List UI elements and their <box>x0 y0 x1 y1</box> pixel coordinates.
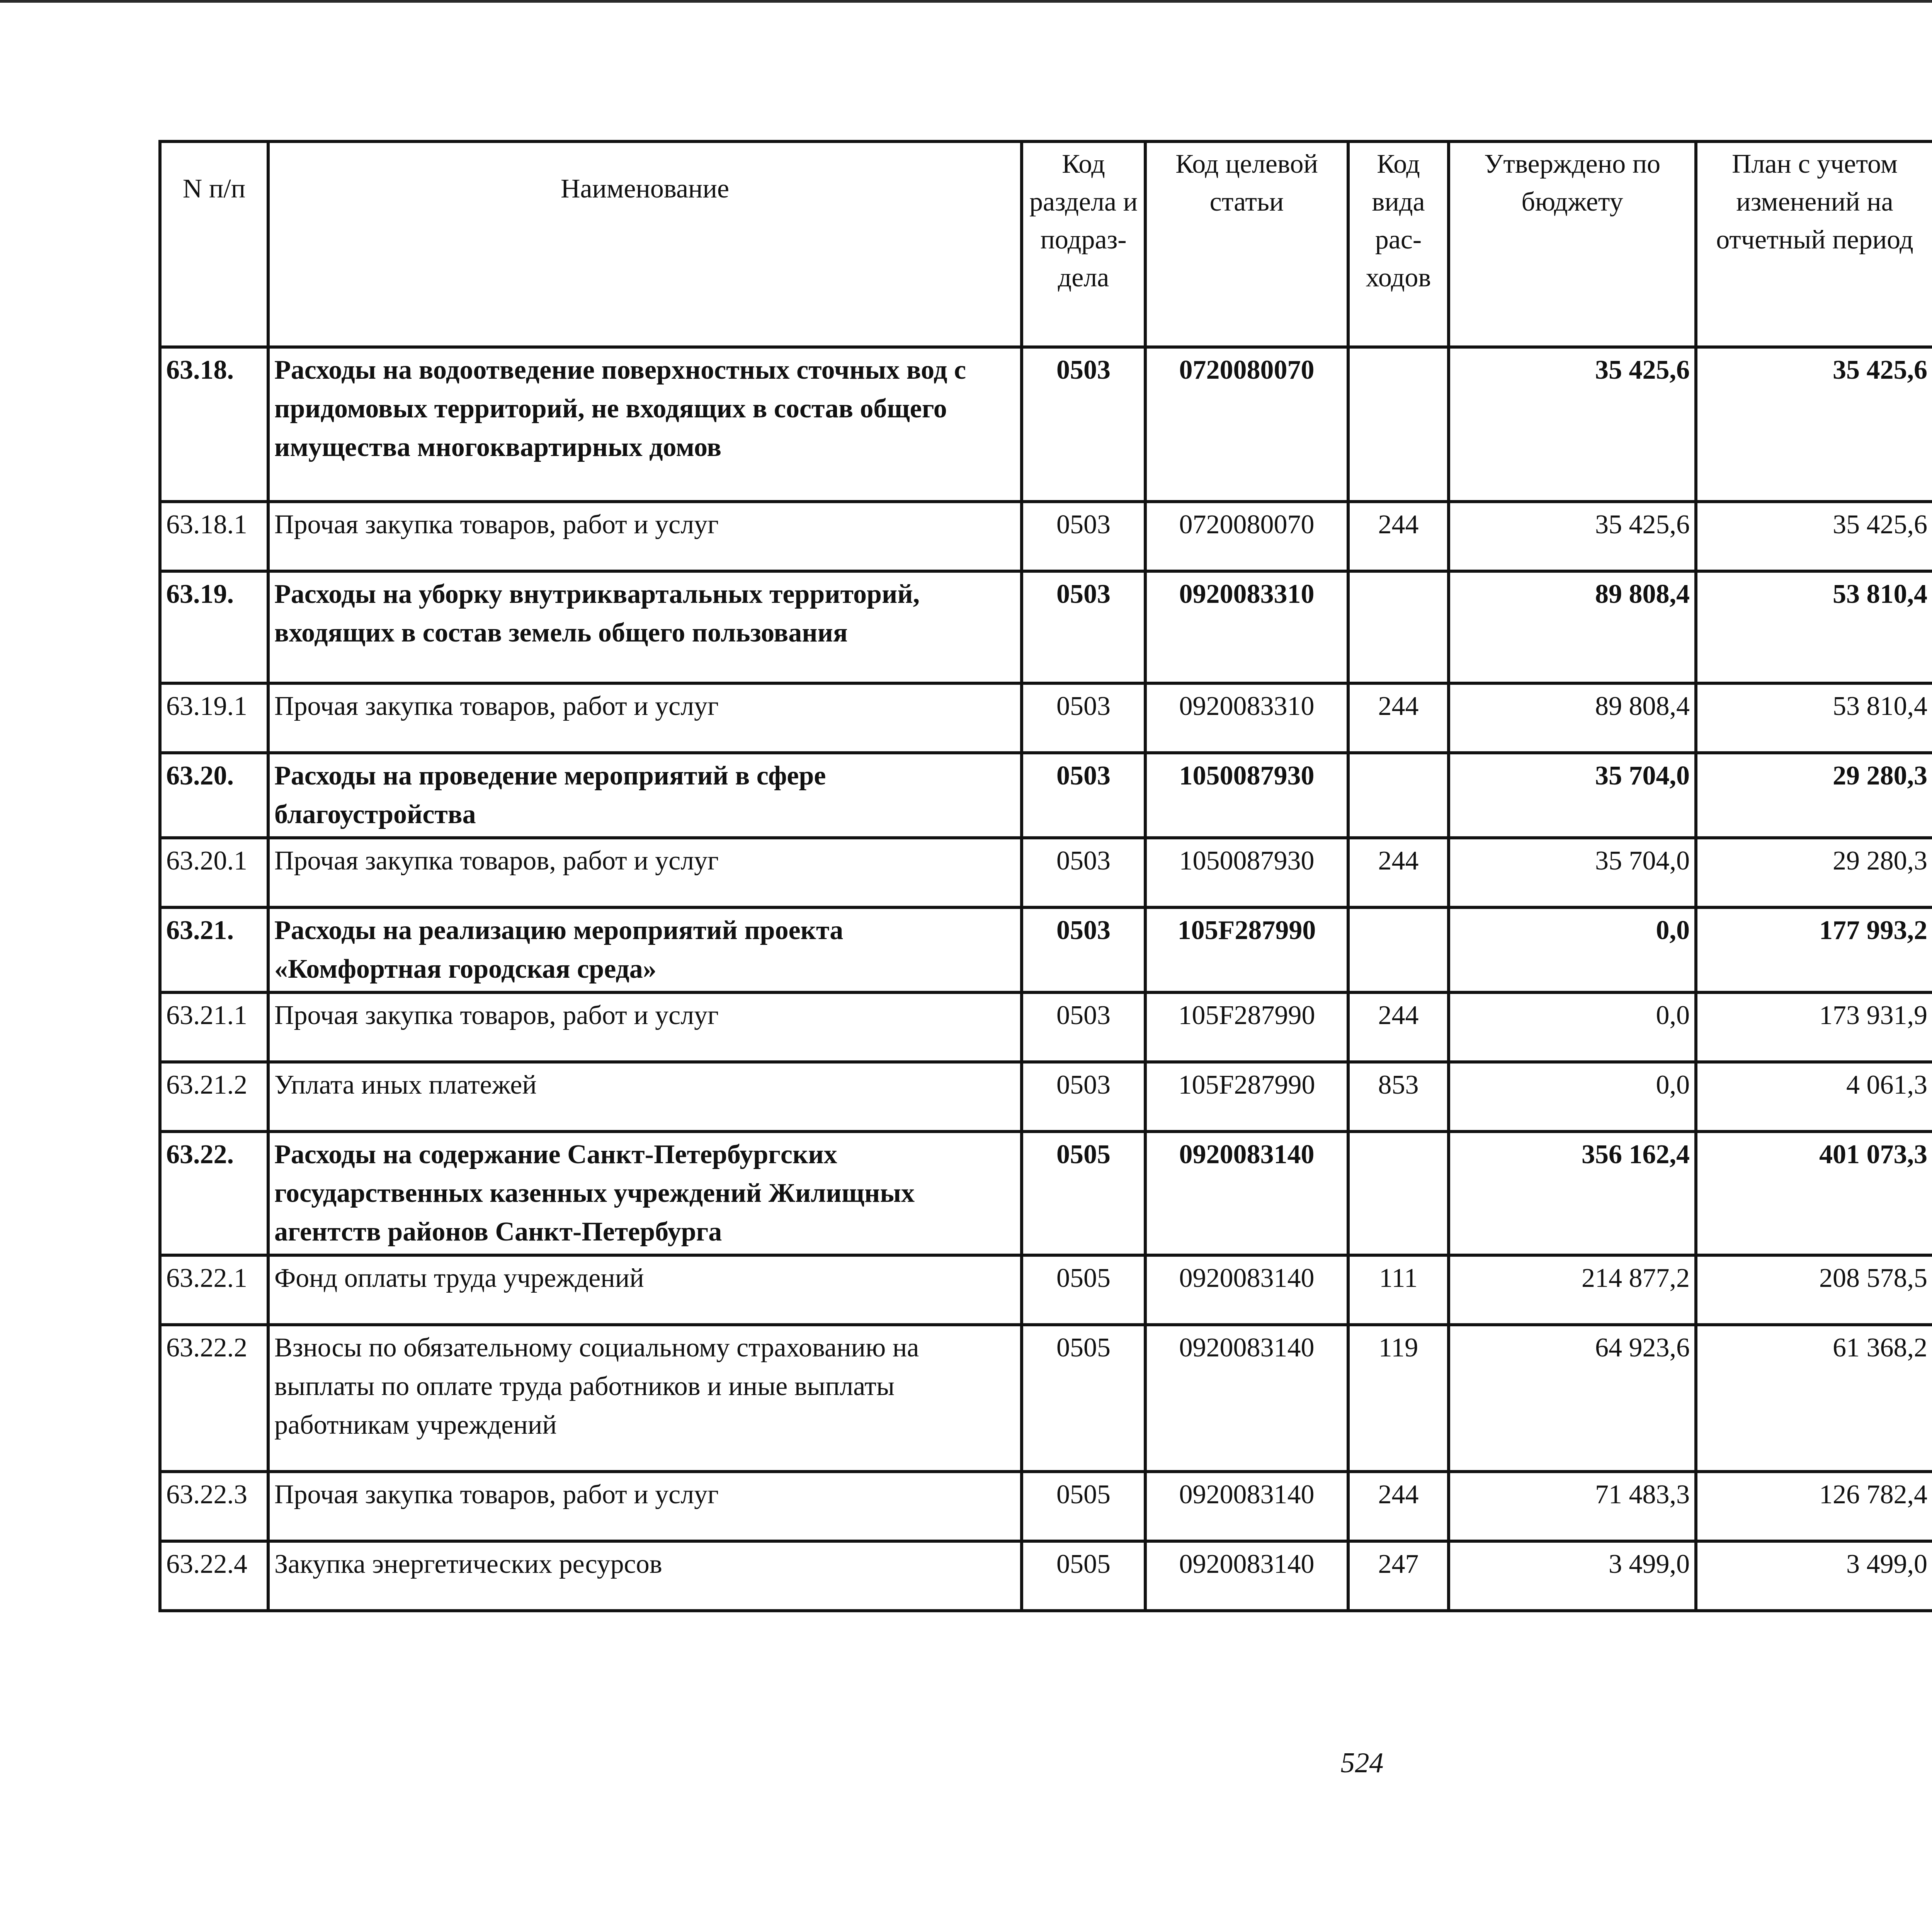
scan-edge-top <box>0 0 1932 3</box>
table-row <box>160 907 1932 992</box>
header-plan: План с учетом изменений на отчетный период <box>1696 141 1932 347</box>
table-row <box>160 1325 1932 1472</box>
row-num: 63.19.1 <box>160 683 268 753</box>
row-plan: 35 425,6 <box>1696 347 1932 502</box>
row-num: 63.19. <box>160 571 268 683</box>
row-plan: 173 931,9 <box>1696 992 1932 1062</box>
row-approved: 71 483,3 <box>1449 1472 1696 1541</box>
table-row <box>160 502 1932 571</box>
row-target-code: 0920083310 <box>1145 571 1348 683</box>
row-plan: 126 782,4 <box>1696 1472 1932 1541</box>
row-name: Фонд оплаты труда учреждений <box>268 1255 1022 1325</box>
row-num: 63.21.1 <box>160 992 268 1062</box>
row-name: Расходы на водоотведение поверхностных сточных вод с придомовых территорий, не входящих в состав общего имущества многоквартирных домов <box>268 347 1022 502</box>
row-section-code: 0505 <box>1022 1325 1145 1472</box>
row-expense-code: 247 <box>1348 1541 1449 1611</box>
row-num: 63.22.3 <box>160 1472 268 1541</box>
row-target-code: 105F287990 <box>1145 1062 1348 1132</box>
row-plan: 29 280,3 <box>1696 838 1932 907</box>
row-name: Расходы на проведение мероприятий в сфере благоустройства <box>268 753 1022 838</box>
row-section-code: 0503 <box>1022 753 1145 838</box>
row-name: Прочая закупка товаров, работ и услуг <box>268 1472 1022 1541</box>
row-target-code: 0920083310 <box>1145 683 1348 753</box>
header-num: N п/п <box>160 141 268 347</box>
row-name: Уплата иных платежей <box>268 1062 1022 1132</box>
row-approved: 89 808,4 <box>1449 683 1696 753</box>
table-row <box>160 1472 1932 1541</box>
row-section-code: 0503 <box>1022 571 1145 683</box>
row-approved: 214 877,2 <box>1449 1255 1696 1325</box>
table-row <box>160 571 1932 683</box>
table-row <box>160 838 1932 907</box>
table-body <box>160 347 1932 1611</box>
row-name: Прочая закупка товаров, работ и услуг <box>268 838 1022 907</box>
row-plan: 177 993,2 <box>1696 907 1932 992</box>
row-name: Прочая закупка товаров, работ и услуг <box>268 502 1022 571</box>
row-approved: 3 499,0 <box>1449 1541 1696 1611</box>
row-expense-code: 111 <box>1348 1255 1449 1325</box>
row-section-code: 0505 <box>1022 1255 1145 1325</box>
row-expense-code: 244 <box>1348 683 1449 753</box>
row-plan: 29 280,3 <box>1696 753 1932 838</box>
row-approved: 64 923,6 <box>1449 1325 1696 1472</box>
row-num: 63.20. <box>160 753 268 838</box>
row-expense-code: 119 <box>1348 1325 1449 1472</box>
row-num: 63.20.1 <box>160 838 268 907</box>
row-num: 63.18. <box>160 347 268 502</box>
table-row <box>160 992 1932 1062</box>
row-target-code: 0720080070 <box>1145 502 1348 571</box>
row-expense-code <box>1348 1132 1449 1255</box>
row-expense-code <box>1348 347 1449 502</box>
row-expense-code <box>1348 753 1449 838</box>
row-section-code: 0505 <box>1022 1132 1145 1255</box>
table-row <box>160 1541 1932 1611</box>
row-approved: 35 425,6 <box>1449 502 1696 571</box>
row-target-code: 0920083140 <box>1145 1255 1348 1325</box>
row-num: 63.21. <box>160 907 268 992</box>
row-expense-code: 244 <box>1348 502 1449 571</box>
row-expense-code: 244 <box>1348 838 1449 907</box>
row-target-code: 105F287990 <box>1145 907 1348 992</box>
row-target-code: 105F287990 <box>1145 992 1348 1062</box>
row-target-code: 0720080070 <box>1145 347 1348 502</box>
header-name: Наименование <box>268 141 1022 347</box>
row-approved: 35 425,6 <box>1449 347 1696 502</box>
table-header <box>160 141 1932 347</box>
row-section-code: 0503 <box>1022 502 1145 571</box>
row-section-code: 0503 <box>1022 347 1145 502</box>
table-row <box>160 1255 1932 1325</box>
row-plan: 4 061,3 <box>1696 1062 1932 1132</box>
row-target-code: 1050087930 <box>1145 838 1348 907</box>
row-name: Прочая закупка товаров, работ и услуг <box>268 683 1022 753</box>
row-approved: 35 704,0 <box>1449 838 1696 907</box>
row-name: Прочая закупка товаров, работ и услуг <box>268 992 1022 1062</box>
row-name: Взносы по обязательному социальному страхованию на выплаты по оплате труда работников и иные выплаты работникам учреждений <box>268 1325 1022 1472</box>
row-approved: 0,0 <box>1449 1062 1696 1132</box>
row-approved: 0,0 <box>1449 992 1696 1062</box>
row-approved: 356 162,4 <box>1449 1132 1696 1255</box>
row-num: 63.22.2 <box>160 1325 268 1472</box>
row-approved: 0,0 <box>1449 907 1696 992</box>
row-approved: 35 704,0 <box>1449 753 1696 838</box>
row-expense-code: 244 <box>1348 992 1449 1062</box>
row-plan: 35 425,6 <box>1696 502 1932 571</box>
table-row <box>160 1132 1932 1255</box>
row-expense-code: 853 <box>1348 1062 1449 1132</box>
budget-execution-table <box>158 140 1932 1612</box>
row-name: Расходы на реализацию мероприятий проекта «Комфортная городская среда» <box>268 907 1022 992</box>
row-target-code: 0920083140 <box>1145 1325 1348 1472</box>
row-target-code: 0920083140 <box>1145 1472 1348 1541</box>
row-section-code: 0503 <box>1022 992 1145 1062</box>
table-row <box>160 1062 1932 1132</box>
row-section-code: 0505 <box>1022 1541 1145 1611</box>
row-plan: 208 578,5 <box>1696 1255 1932 1325</box>
row-plan: 401 073,3 <box>1696 1132 1932 1255</box>
row-section-code: 0503 <box>1022 838 1145 907</box>
row-name: Закупка энергетических ресурсов <box>268 1541 1022 1611</box>
table-row <box>160 753 1932 838</box>
header-approved: Утверждено по бюджету <box>1449 141 1696 347</box>
row-name: Расходы на содержание Санкт-Петербургских государственных казенных учреждений Жилищных агентств районов Санкт-Петербурга <box>268 1132 1022 1255</box>
row-plan: 53 810,4 <box>1696 571 1932 683</box>
row-plan: 53 810,4 <box>1696 683 1932 753</box>
row-section-code: 0505 <box>1022 1472 1145 1541</box>
table-row <box>160 683 1932 753</box>
row-expense-code <box>1348 571 1449 683</box>
header-section-code: Код раздела и подраз- дела <box>1022 141 1145 347</box>
page-number: 524 <box>1340 1747 1384 1779</box>
row-num: 63.18.1 <box>160 502 268 571</box>
row-target-code: 0920083140 <box>1145 1132 1348 1255</box>
row-section-code: 0503 <box>1022 683 1145 753</box>
header-expense-code: Код вида рас- ходов <box>1348 141 1449 347</box>
row-section-code: 0503 <box>1022 1062 1145 1132</box>
row-name: Расходы на уборку внутриквартальных территорий, входящих в состав земель общего пользования <box>268 571 1022 683</box>
row-expense-code <box>1348 907 1449 992</box>
row-num: 63.21.2 <box>160 1062 268 1132</box>
row-num: 63.22.1 <box>160 1255 268 1325</box>
header-target-code: Код целевой статьи <box>1145 141 1348 347</box>
row-approved: 89 808,4 <box>1449 571 1696 683</box>
row-plan: 61 368,2 <box>1696 1325 1932 1472</box>
row-section-code: 0503 <box>1022 907 1145 992</box>
row-target-code: 1050087930 <box>1145 753 1348 838</box>
row-num: 63.22.4 <box>160 1541 268 1611</box>
row-plan: 3 499,0 <box>1696 1541 1932 1611</box>
table-row <box>160 347 1932 502</box>
row-target-code: 0920083140 <box>1145 1541 1348 1611</box>
row-num: 63.22. <box>160 1132 268 1255</box>
row-expense-code: 244 <box>1348 1472 1449 1541</box>
